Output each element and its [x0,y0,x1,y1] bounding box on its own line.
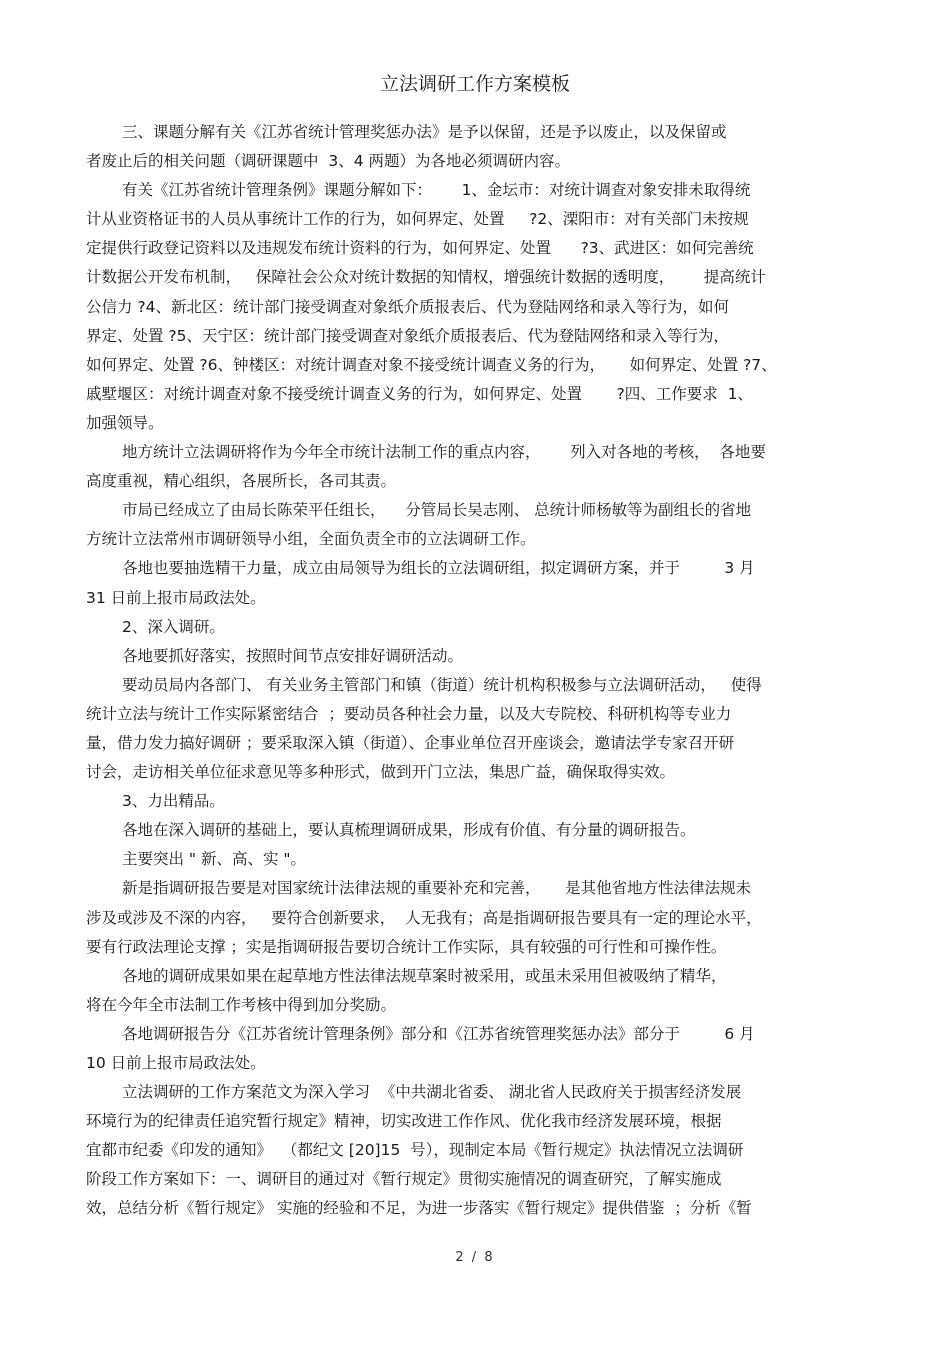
text-line: 阶段工作方案如下：一、调研目的通过对《暂行规定》贯彻实施情况的调查研究，了解实施成 [86,1170,722,1189]
text-line: 涉及或涉及不深的内容， 要符合创新要求， 人无我有；高是指调研报告要具有一定的理论水平， [86,908,762,927]
text-line: 10 日前上报市局政法处。 [86,1054,266,1072]
text-line: 要动员局内各部门、 有关业务主管部门和镇（街道）统计机构积极参与立法调研活动， 使得 [122,675,762,694]
text-line: 者废止后的相关问题（调研课题中 3、4 两题）为各地必须调研内容。 [86,152,571,171]
text-line: 各地调研报告分《江苏省统计管理条例》部分和《江苏省统管理奖惩办法》部分于 6 月 [122,1024,755,1043]
text-line: 市局已经成立了由局长陈荣平任组长， 分管局长吴志刚、 总统计师杨敏等为副组长的省地 [122,501,752,520]
text-line: 各地也要抽选精干力量，成立由局领导为组长的立法调研组，拟定调研方案，并于 3 月 [122,559,755,578]
text-line: 将在今年全市法制工作考核中得到加分奖励。 [86,995,397,1014]
text-line: 如何界定、处置 ?6、钟楼区：对统计调查对象不接受统计调查义务的行为， 如何界定、处置 ?7、 [86,355,777,374]
text-line: 31 日前上报市局政法处。 [86,588,266,607]
text-line: 界定、处置 ?5、天宁区：统计部门接受调查对象纸介质报表后、代为登陆网络和录入等行为， [86,326,730,345]
text-line: 环境行为的纪律责任追究暂行规定》精神，切实改进工作作风、优化我市经济发展环境，根据 [86,1112,722,1131]
text-line: 计从业资格证书的人员从事统计工作的行为，如何界定、处置 ?2、溧阳市：对有关部门未按规 [86,210,749,229]
text-line: 地方统计立法调研将作为今年全市统计法制工作的重点内容， 列入对各地的考核， 各地要 [122,443,766,462]
page-title: 立法调研工作方案模板 [379,73,570,95]
text-line: 加强领导。 [86,413,164,432]
text-line: 高度重视，精心组织，各展所长，各司其责。 [86,472,397,491]
text-line: 计数据公开发布机制， 保障社会公众对统计数据的知情权，增强统计数据的透明度， 提高统计 [86,268,766,287]
text-line: 定提供行政登记资料以及违规发布统计资料的行为，如何界定、处置 ?3、武进区：如何完善统 [86,239,754,258]
text-line: 各地的调研成果如果在起草地方性法律法规草案时被采用，或虽未采用但被吸纳了精华， [122,966,727,985]
text-line: 各地在深入调研的基础上，要认真梳理调研成果，形成有价值、有分量的调研报告。 [122,821,696,840]
text-line: 要有行政法理论支撑 ；实是指调研报告要切合统计工作实际，具有较强的可行性和可操作性。 [86,937,727,956]
text-line: 统计立法与统计工作实际紧密结合 ；要动员各种社会力量，以及大专院校、科研机构等专业力 [86,704,732,723]
text-line: 新是指调研报告要是对国家统计法律法规的重要补充和完善， 是其他省地方性法律法规未 [122,879,752,898]
text-line: 有关《江苏省统计管理条例》课题分解如下： 1、金坛市：对统计调查对象安排未取得统 [122,181,751,200]
text-line: 讨会，走访相关单位征求意见等多种形式，做到开门立法，集思广益，确保取得实效。 [86,763,676,782]
text-line: 立法调研的工作方案范文为深入学习 《中共湖北省委、 湖北省人民政府关于损害经济发展 [122,1083,742,1102]
text-line: 各地要抓好落实，按照时间节点安排好调研活动。 [122,646,464,665]
text-line: 主要突出 " 新、高、实 "。 [122,850,307,869]
text-line: 3、力出精品。 [122,792,225,811]
text-line: 宜都市纪委《印发的通知》 （都纪文 [20]15 号），现制定本局《暂行规定》执法情况立法调研 [86,1141,744,1160]
text-line: 量，借力发力搞好调研 ；要采取深入镇（街道）、企事业单位召开座谈会，邀请法学专家召开研 [86,733,735,752]
text-line: 效，总结分析《暂行规定》 实施的经验和不足，为进一步落实《暂行规定》提供借鉴 ；分析《暂 [86,1199,752,1218]
text-line: 公信力 ?4、新北区：统计部门接受调查对象纸介质报表后、代为登陆网络和录入等行为，如何 [86,297,730,316]
page-number: 2 / 8 [455,1250,495,1265]
text-line: 戚墅堰区：对统计调查对象不接受统计调查义务的行为，如何界定、处置 ?四、工作要求 1、 [86,384,753,403]
text-line: 方统计立法常州市调研领导小组，全面负责全市的立法调研工作。 [86,530,536,549]
document-body [86,118,866,1224]
text-line: 2、深入调研。 [122,617,225,636]
text-line: 三、课题分解有关《江苏省统计管理奖惩办法》是予以保留，还是予以废止，以及保留或 [122,123,727,141]
